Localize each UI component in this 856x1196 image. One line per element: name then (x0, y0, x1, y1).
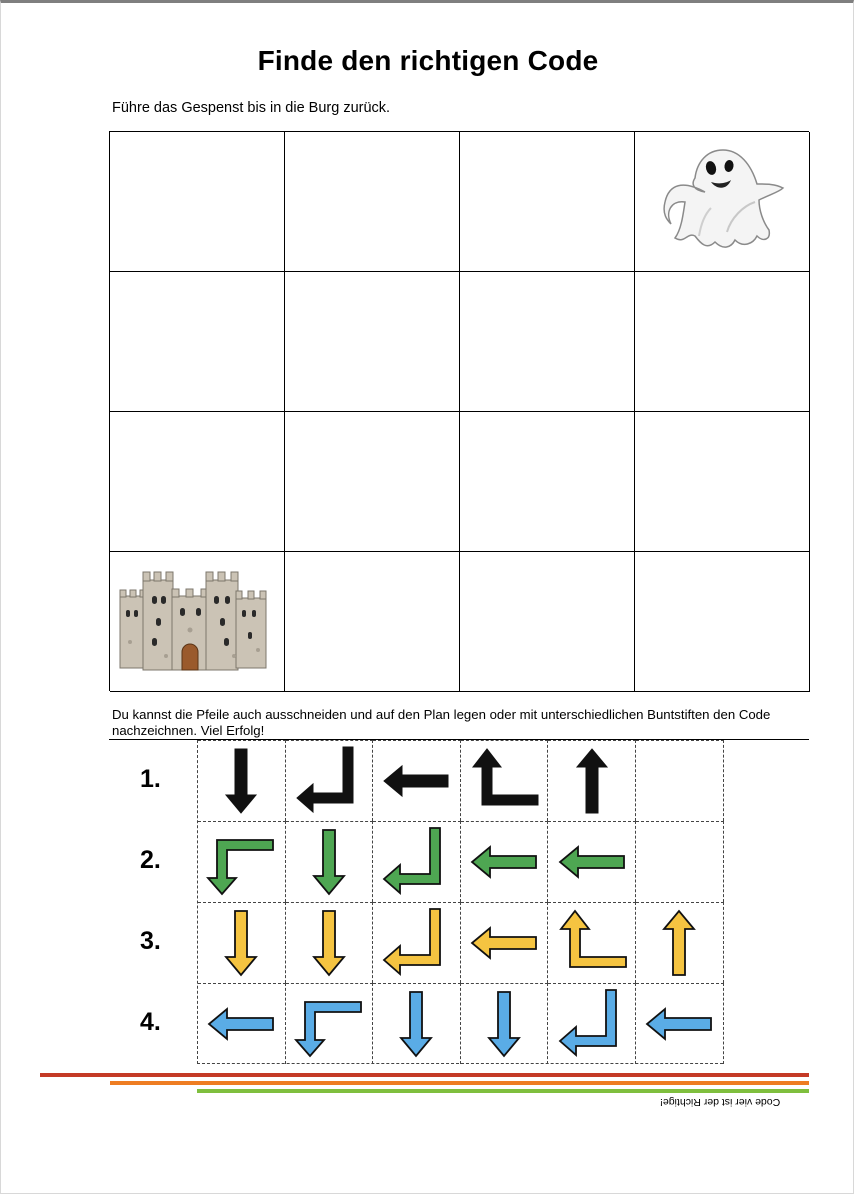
code-cell (198, 740, 286, 821)
arrow-left-icon (643, 988, 715, 1060)
arrow-up-turn-right-icon (556, 907, 628, 979)
code-cell (461, 740, 549, 821)
arrow-down-turn-left-icon (556, 988, 628, 1060)
code-label: 4. (140, 1008, 161, 1036)
code-cell (373, 902, 461, 983)
arrow-down-icon (293, 826, 365, 898)
code-cell (198, 821, 286, 902)
code-cell (636, 902, 724, 983)
arrow-right-turn-down-icon (293, 988, 365, 1060)
code-cell (198, 983, 286, 1064)
code-arrow-table (197, 740, 723, 1064)
code-cell (286, 821, 374, 902)
grid-cell (285, 132, 460, 272)
arrow-right-turn-down-icon (205, 826, 277, 898)
code-cell (548, 902, 636, 983)
code-cell (198, 902, 286, 983)
arrow-down-icon (205, 745, 277, 817)
arrow-up-turn-right-icon (468, 745, 540, 817)
code-cell (286, 902, 374, 983)
grid-cell (285, 552, 460, 692)
grid-cell (110, 412, 285, 552)
grid-cell (460, 412, 635, 552)
code-cell (373, 983, 461, 1064)
arrow-down-turn-left-icon (380, 826, 452, 898)
grid-cell (635, 412, 810, 552)
code-cell (461, 902, 549, 983)
page-title: Finde den richtigen Code (257, 45, 599, 76)
ghost-icon (635, 132, 810, 272)
arrow-up-icon (643, 907, 715, 979)
grid-cell (110, 132, 285, 272)
code-cell (286, 983, 374, 1064)
code-label: 2. (140, 846, 161, 874)
footer-stripe-orange (110, 1081, 809, 1085)
instruction-note: Du kannst die Pfeile auch ausschneiden und auf den Plan legen oder mit unterschiedlichen Buntstiften den Code nachzeichnen. Viel Erfolg! (112, 707, 771, 738)
grid-cell (460, 132, 635, 272)
instruction-text: Führe das Gespenst bis in die Burg zurück. (112, 100, 391, 116)
arrow-down-icon (293, 907, 365, 979)
grid-cell (460, 272, 635, 412)
code-cell (548, 821, 636, 902)
code-cell (548, 740, 636, 821)
code-cell (636, 983, 724, 1064)
code-cell (461, 983, 549, 1064)
code-cell (286, 740, 374, 821)
code-cell (373, 821, 461, 902)
grid-cell (285, 412, 460, 552)
code-label: 1. (140, 765, 161, 793)
arrow-down-icon (205, 907, 277, 979)
arrow-down-turn-left-icon (293, 745, 365, 817)
grid-cell (110, 272, 285, 412)
solution-text-upside-down: Code vier ist der Richtige! (660, 1096, 781, 1108)
arrow-left-icon (468, 826, 540, 898)
grid-cell (285, 272, 460, 412)
arrow-down-icon (468, 988, 540, 1060)
code-cell (548, 983, 636, 1064)
arrow-left-icon (468, 907, 540, 979)
castle-icon (110, 552, 285, 692)
arrow-left-icon (556, 826, 628, 898)
grid-cell-castle (110, 552, 285, 692)
maze-grid (109, 131, 809, 691)
arrow-down-icon (380, 988, 452, 1060)
code-cell (636, 821, 724, 902)
grid-cell (635, 552, 810, 692)
grid-cell (460, 552, 635, 692)
code-cell (461, 821, 549, 902)
code-label: 3. (140, 927, 161, 955)
arrow-down-turn-left-icon (380, 907, 452, 979)
footer-stripe-red (40, 1073, 809, 1077)
grid-cell-ghost (635, 132, 810, 272)
arrow-up-icon (556, 745, 628, 817)
code-cell (636, 740, 724, 821)
arrow-left-icon (205, 988, 277, 1060)
grid-cell (635, 272, 810, 412)
code-cell (373, 740, 461, 821)
arrow-left-icon (380, 745, 452, 817)
footer-stripe-green (197, 1089, 809, 1093)
